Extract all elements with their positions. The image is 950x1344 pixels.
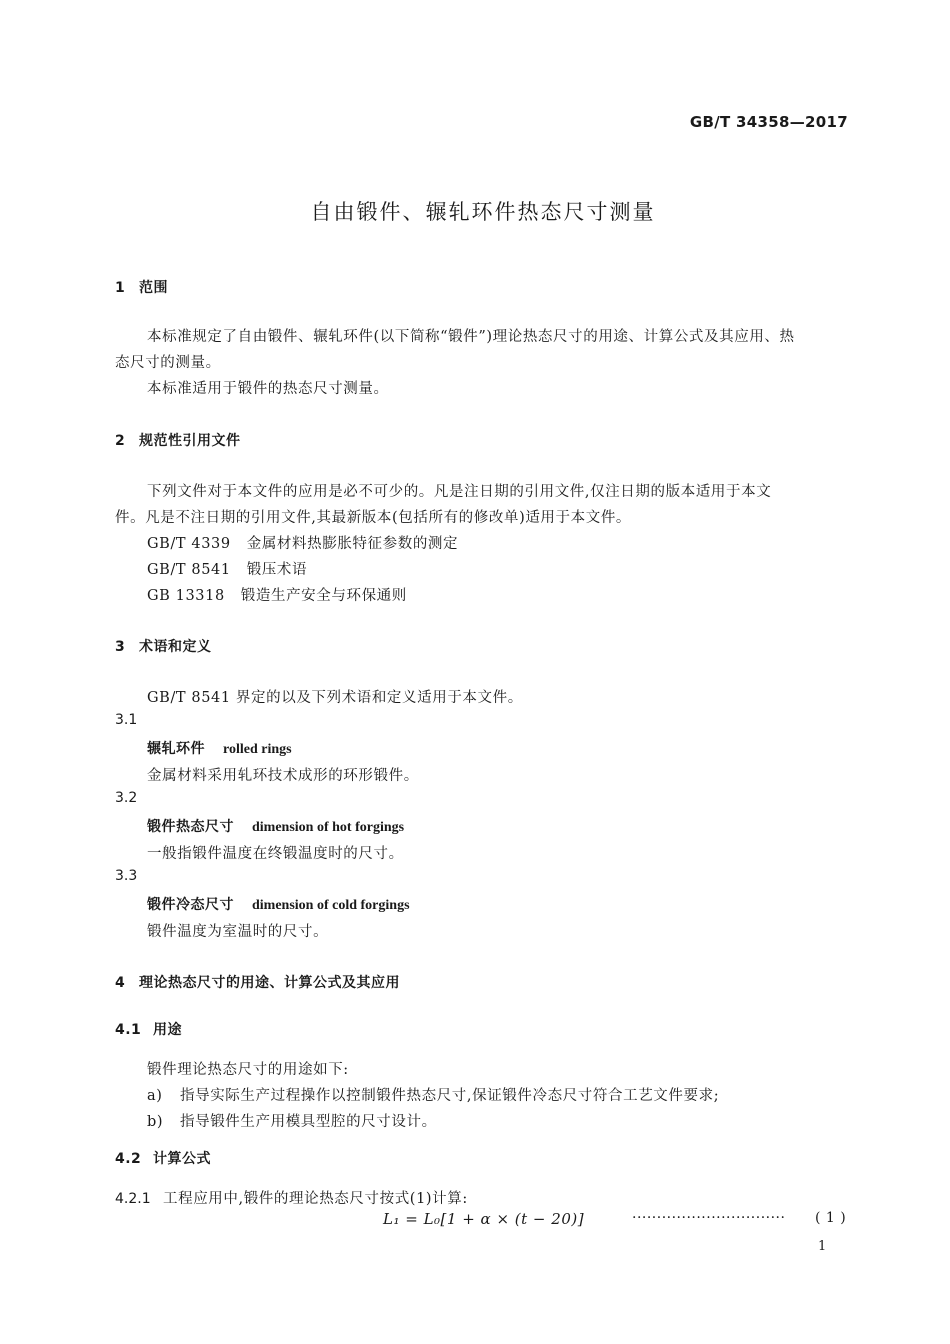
reference-code: GB/T 8541 — [147, 562, 231, 578]
list-item — [147, 1084, 719, 1105]
section-title: 术语和定义 — [139, 639, 212, 655]
formula-number: ( 1 ) — [815, 1210, 847, 1226]
clause-text: 工程应用中,锻件的理论热态尺寸按式(1)计算: — [163, 1191, 468, 1207]
subsection-4-1-heading — [115, 1019, 182, 1039]
paragraph-line: GB/T 8541 界定的以及下列术语和定义适用于本文件。 — [147, 690, 523, 706]
term-number: 3.1 — [115, 712, 138, 728]
term-en: rolled rings — [223, 742, 292, 757]
section-title: 理论热态尺寸的用途、计算公式及其应用 — [139, 975, 400, 991]
formula-dot-leader: ······························· — [632, 1210, 786, 1226]
reference-title: 锻压术语 — [246, 562, 308, 578]
clause-number: 4.2.1 — [115, 1191, 151, 1207]
section-number: 2 — [115, 433, 126, 449]
list-text: 指导锻件生产用模具型腔的尺寸设计。 — [180, 1114, 437, 1130]
list-text: 指导实际生产过程操作以控制锻件热态尺寸,保证锻件冷态尺寸符合工艺文件要求; — [180, 1088, 720, 1104]
paragraph-line: 态尺寸的测量。 — [115, 355, 221, 371]
term-definition: 金属材料采用轧环技术成形的环形锻件。 — [147, 768, 419, 784]
formula-1: L₁ = L₀[1 + α × (t − 20)] — [383, 1210, 585, 1228]
list-intro: 锻件理论热态尺寸的用途如下: — [147, 1062, 349, 1078]
paragraph-line: 本标准适用于锻件的热态尺寸测量。 — [147, 381, 389, 397]
list-label: b) — [147, 1114, 164, 1130]
reference-code: GB 13318 — [147, 588, 225, 604]
normative-reference — [147, 584, 407, 605]
subsection-number: 4.2 — [115, 1151, 142, 1167]
section-1-heading — [115, 277, 168, 297]
standard-code: GB/T 34358—2017 — [689, 113, 848, 131]
section-title: 范围 — [139, 280, 168, 296]
term-definition: 一般指锻件温度在终锻温度时的尺寸。 — [147, 846, 404, 862]
list-label: a) — [147, 1088, 163, 1104]
normative-reference — [147, 558, 307, 579]
term-en: dimension of hot forgings — [252, 820, 405, 835]
term-number: 3.3 — [115, 868, 138, 884]
term-cn: 锻件热态尺寸 — [147, 819, 234, 835]
term-cn: 辗轧环件 — [147, 741, 205, 757]
section-title: 规范性引用文件 — [139, 433, 241, 449]
clause-4-2-1 — [115, 1187, 468, 1208]
term-cn: 锻件冷态尺寸 — [147, 897, 234, 913]
section-number: 3 — [115, 639, 126, 655]
reference-title: 锻造生产安全与环保通则 — [240, 588, 407, 604]
paragraph-line: 下列文件对于本文件的应用是必不可少的。凡是注日期的引用文件,仅注日期的版本适用于本文 — [147, 484, 772, 500]
section-4-heading — [115, 972, 400, 992]
subsection-title: 计算公式 — [153, 1151, 211, 1167]
document-title: 自由锻件、辗轧环件热态尺寸测量 — [310, 200, 656, 224]
subsection-4-2-heading — [115, 1148, 211, 1168]
subsection-number: 4.1 — [115, 1022, 142, 1038]
term-en: dimension of cold forgings — [252, 898, 410, 913]
section-number: 4 — [115, 975, 126, 991]
paragraph-line: 件。凡是不注日期的引用文件,其最新版本(包括所有的修改单)适用于本文件。 — [115, 510, 632, 526]
section-2-heading — [115, 430, 241, 450]
section-number: 1 — [115, 280, 126, 296]
reference-code: GB/T 4339 — [147, 536, 231, 552]
reference-title: 金属材料热膨胀特征参数的测定 — [246, 536, 459, 552]
term-entry — [147, 738, 292, 758]
normative-reference — [147, 532, 458, 553]
list-item — [147, 1110, 437, 1131]
term-definition: 锻件温度为室温时的尺寸。 — [147, 924, 329, 940]
term-entry — [147, 816, 404, 836]
term-number: 3.2 — [115, 790, 138, 806]
page-number: 1 — [818, 1239, 827, 1254]
subsection-title: 用途 — [153, 1022, 182, 1038]
section-3-heading — [115, 636, 212, 656]
term-entry — [147, 894, 410, 914]
paragraph-line: 本标准规定了自由锻件、辗轧环件(以下简称“锻件”)理论热态尺寸的用途、计算公式及其应用、热 — [147, 329, 795, 345]
